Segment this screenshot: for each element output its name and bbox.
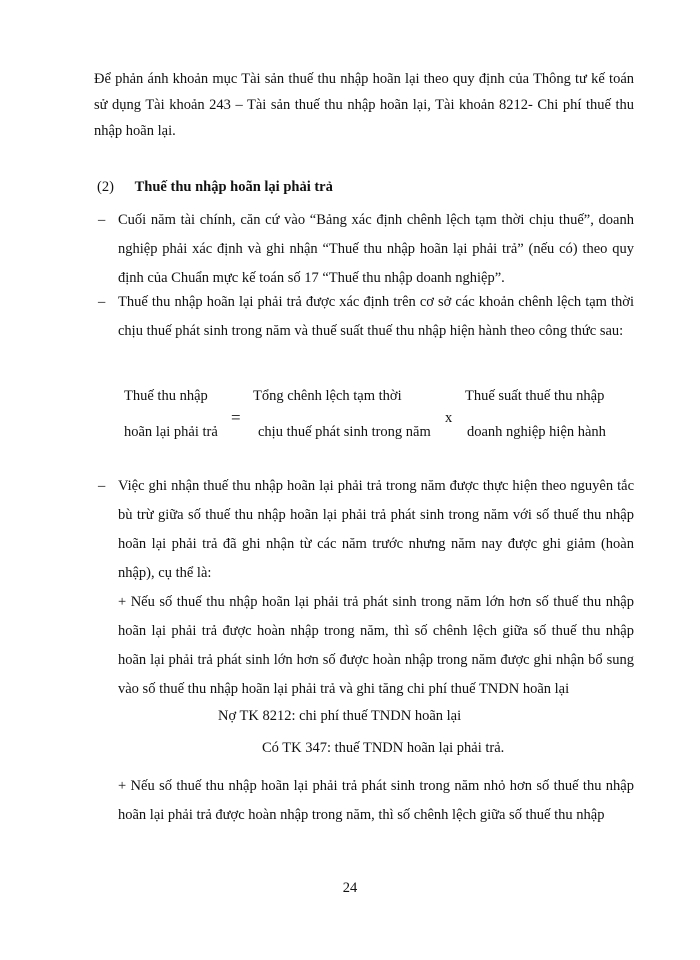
bullet-item-1 [98, 206, 634, 293]
formula-left-top: Thuế thu nhập [124, 388, 208, 404]
section-number: (2) [97, 179, 114, 195]
bullet-dash: – [98, 212, 106, 228]
section-heading [97, 176, 333, 198]
formula-left-bottom: hoãn lại phải trả [124, 424, 218, 440]
credit-entry: Có TK 347: thuế TNDN hoãn lại phải trả. [262, 740, 505, 756]
case-1-paragraph: + Nếu số thuế thu nhập hoãn lại phải trả phát sinh trong năm lớn hơn số thuế thu nhập hoãn lại phải trả được hoàn nhập trong năm, thì số chênh lệch giữa số thuế thu nhập hoãn lại phải trả phát sinh lớn hơn số được hoàn nhập trong năm được ghi nhận bổ sung vào số thuế thu nhập hoãn lại phải trả và ghi tăng chi phí thuế TNDN hoãn lại [118, 594, 634, 697]
debit-entry: Nợ TK 8212: chi phí thuế TNDN hoãn lại [218, 708, 462, 724]
bullet-text: Thuế thu nhập hoãn lại phải trả được xác định trên cơ sở các khoản chênh lệch tạm thời chịu thuế phát sinh trong năm và thuế suất thuế thu nhập hiện hành theo công thức sau: [118, 294, 634, 339]
formula-right-bottom: doanh nghiệp hiện hành [467, 424, 606, 440]
bullet-item-2 [98, 288, 634, 346]
page-number: 24 [342, 880, 358, 896]
bullet-text: Việc ghi nhận thuế thu nhập hoãn lại phải trả trong năm được thực hiện theo nguyên tắc bù trừ giữa số thuế thu nhập hoãn lại phải trả phát sinh trong năm với số thuế thu nhập hoãn lại phải trả đã ghi nhận từ các năm trước nhưng năm nay được ghi giảm (hoàn nhập), cụ thể là: [118, 478, 634, 581]
formula-mid-bottom: chịu thuế phát sinh trong năm [258, 424, 431, 440]
bullet-dash: – [98, 478, 106, 494]
formula-right-top: Thuế suất thuế thu nhập [465, 388, 605, 404]
bullet-item-3 [98, 472, 634, 588]
case-2-paragraph: + Nếu số thuế thu nhập hoãn lại phải trả phát sinh trong năm nhỏ hơn số thuế thu nhập hoãn lại phải trả được hoàn nhập trong năm, thì số chênh lệch giữa số thuế thu nhập [118, 778, 634, 823]
formula-equals: = [231, 408, 241, 427]
formula-mid-top: Tổng chênh lệch tạm thời [253, 388, 402, 404]
bullet-text: Cuối năm tài chính, căn cứ vào “Bảng xác định chênh lệch tạm thời chịu thuế”, doanh nghiệp phải xác định và ghi nhận “Thuế thu nhập hoãn lại phải trả” (nếu có) theo quy định của Chuẩn mực kế toán số 17 “Thuế thu nhập doanh nghiệp”. [118, 212, 634, 286]
intro-paragraph: Để phản ánh khoản mục Tài sản thuế thu nhập hoãn lại theo quy định của Thông tư kế toán sử dụng Tài khoản 243 – Tài sản thuế thu nhập hoãn lại, Tài khoản 8212- Chi phí thuế thu nhập hoãn lại. [94, 71, 634, 139]
formula-times: x [445, 410, 453, 426]
bullet-dash: – [98, 294, 106, 310]
section-title: Thuế thu nhập hoãn lại phải trả [134, 179, 333, 195]
formula-block [0, 384, 700, 464]
